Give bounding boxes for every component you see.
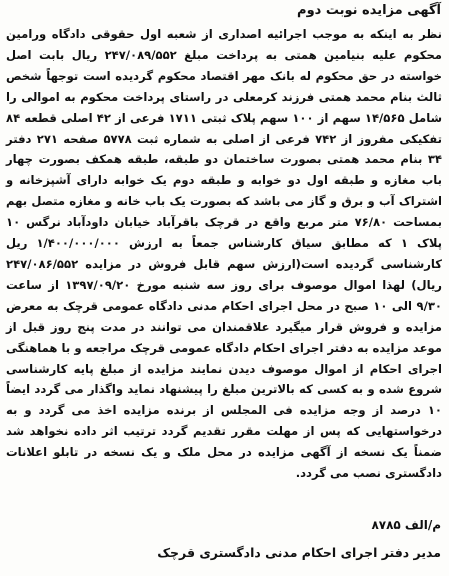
notice-signature: مدیر دفتر اجرای احکام مدنی دادگستری قرچک <box>157 545 441 560</box>
notice-title: آگهی مزایده نوبت دوم <box>297 3 441 18</box>
notice-body-text: نظر به اینکه به موجب اجرائیه اصداری از شعبه اول حقوقی دادگاه ورامین محکوم علیه بنیامین همتی به پرداخت مبلغ ۲۴۷/۰۸۹/۵۵۲ ریال بابت اصل خواسته در حق محکوم له بانک مهر اقتصاد محکوم گردیده است توجهاً شخص ثالث بنام محمد همتی فرزند کرمعلی در راستای پرداخت محکوم به اموالی را شامل ۱۴/۵۶۵ سهم از ۱۰۰ سهم پلاک ثبتی ۱۷۱۱ فرعی از ۴۲ اصلی قطعه ۸۴ تفکیکی مفروز از ۷۴۲ فرعی از اصلی به شماره ثبت ۵۷۷۸ صفحه ۲۷۱ دفتر ۳۴ بنام محمد همتی بصورت ساختمان دو طبقه، طبقه همکف بصورت چهار باب مغازه و طبقه اول دو خوابه و طبقه دوم یک خوابه دارای آشپزخانه و اشتراک آب و برق و گاز می باشد که بصورت یک باب خانه و مغازه متصل بهم بمساحت ۷۶/۸۰ متر مربع واقع در قرچک باقرآباد خیابان داودآباد نرگس ۱۰ پلاک ۱ که مطابق سیاق کارشناس جمعاً به ارزش ۱/۴۰۰/۰۰۰/۰۰۰ ریل کارشناسی گردیده است(ارزش سهم قابل فروش در مزایده ۲۴۷/۰۸۶/۵۵۲ ریال) لهذا اموال موصوف برای روز سه شنبه مورخ ۱۳۹۷/۰۹/۲۰ از ساعت ۹/۳۰ الی ۱۰ صبح در محل اجرای احکام مدنی دادگاه عمومی قرچک به معرض مزایده و فروش قرار میگیرد علاقمندان می توانند در مدت پنج روز قبل از موعد مزایده به دفتر اجرای احکام دادگاه عمومی قرچک مراجعه و با هماهنگی اجرای احکام از اموال موصوف دیدن نمایند مزایده از مبلغ پایه کارشناسی شروع شده و به کسی که بالاترین مبلغ را پیشنهاد نماید واگذار می گردد ایضاً ۱۰ درصد از وجه مزایده فی المجلس از برنده مزایده اخذ می گردد و به درخواستهایی که پس از مهلت مقرر تقدیم گردد ترتیب اثر داده نخواهد شد ضمناً یک نسخه از آگهی مزایده در محل ملک و یک نسخه در تابلو اعلانات دادگستری نصب می گردد. <box>6 27 442 481</box>
notice-reference-code: م/الف ۸۷۸۵ <box>371 518 441 532</box>
